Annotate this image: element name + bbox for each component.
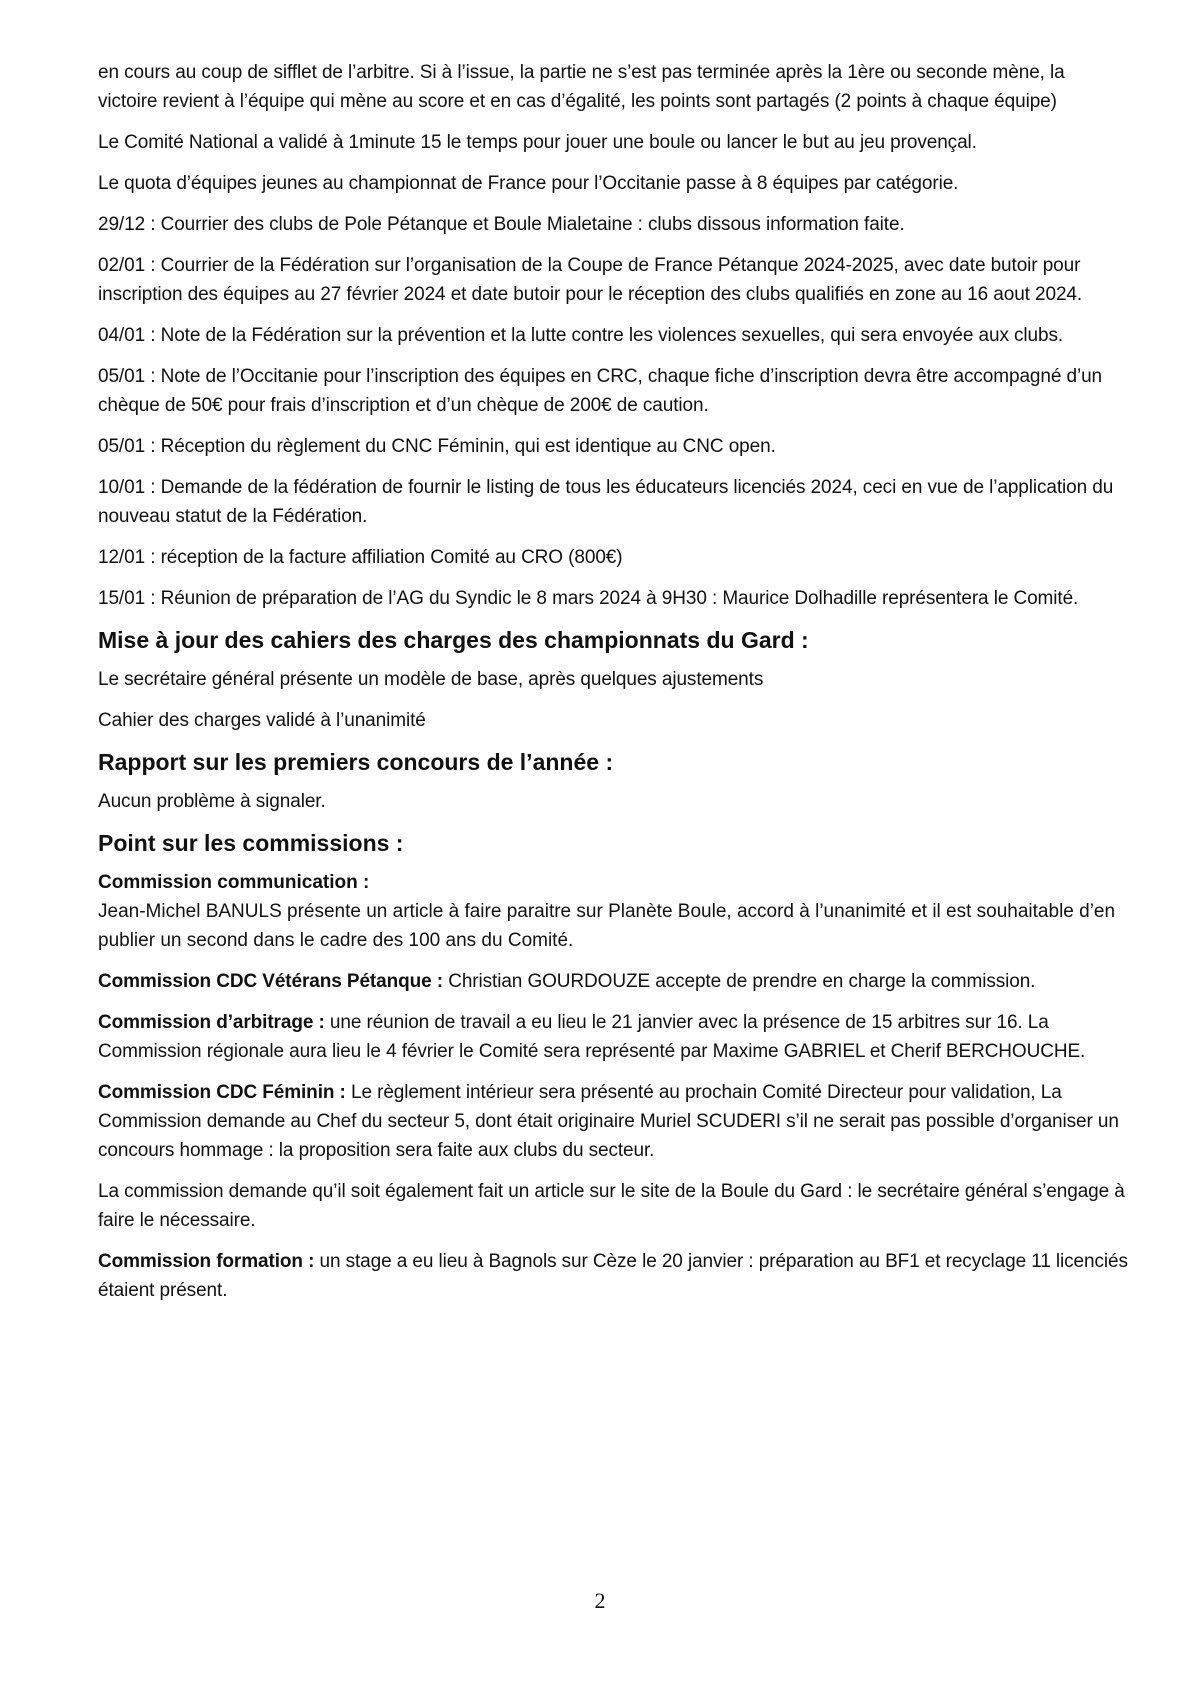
paragraph-cahiers-validated: Cahier des charges validé à l’unanimité xyxy=(98,710,426,731)
paragraph-concours-report: Aucun problème à signaler. xyxy=(98,791,326,812)
heading-premiers-concours: Rapport sur les premiers concours de l’année : xyxy=(98,749,614,775)
paragraph-youth-quota: Le quota d’équipes jeunes au championnat de France pour l’Occitanie passe à 8 équipes par catégorie. xyxy=(98,173,959,194)
paragraph-invoice-1201: 12/01 : réception de la facture affiliation Comité au CRO (800€) xyxy=(98,547,623,568)
commission-feminin xyxy=(98,1078,1128,1165)
paragraph-cnc-feminin-0501: 05/01 : Réception du règlement du CNC Féminin, qui est identique au CNC open. xyxy=(98,436,776,457)
commission-feminin-text: Le règlement intérieur sera présenté au prochain Comité Directeur pour validation, La Commission demande au Chef du secteur 5, dont était originaire Muriel SCUDERI s’il ne serait pas possible d’organiser un concours hommage : la proposition sera faite aux clubs du secteur. xyxy=(98,1082,1119,1161)
commission-communication-text: Jean-Michel BANULS présente un article à faire paraitre sur Planète Boule, accord à l’unanimité et il est souhaitable d’en publier un second dans le cadre des 100 ans du Comité. xyxy=(98,901,1116,951)
paragraph-note-0501-crc: 05/01 : Note de l’Occitanie pour l’inscription des équipes en CRC, chaque fiche d’inscription devra être accompagné d’un chèque de 50€ pour frais d’inscription et d’un chèque de 200€ de caution. xyxy=(98,366,1103,416)
heading-commissions: Point sur les commissions : xyxy=(98,830,404,856)
commission-communication xyxy=(98,868,1128,955)
commission-veterans xyxy=(98,967,1128,996)
page-number: 2 xyxy=(594,1588,606,1613)
commission-arbitrage-text: une réunion de travail a eu lieu le 21 janvier avec la présence de 15 arbitres sur 16. La Commission régionale aura lieu le 4 février le Comité sera représenté par Maxime GABRIEL et Cherif BERCHOUCHE. xyxy=(98,1012,1086,1062)
heading-cahiers-des-charges: Mise à jour des cahiers des charges des championnats du Gard : xyxy=(98,627,809,653)
commission-arbitrage xyxy=(98,1008,1128,1066)
paragraph-match-rule: en cours au coup de sifflet de l’arbitre. Si à l’issue, la partie ne s’est pas terminée après la 1ère ou seconde mène, la victoire revient à l’équipe qui mène au score et en cas d’égalité, les points sont partagés (2 points à chaque équipe) xyxy=(98,62,1065,112)
paragraph-time-rule: Le Comité National a validé à 1minute 15 le temps pour jouer une boule ou lancer le but au jeu provençal. xyxy=(98,132,977,153)
paragraph-article-request: La commission demande qu’il soit également fait un article sur le site de la Boule du Gard : le secrétaire général s’engage à faire le nécessaire. xyxy=(98,1181,1125,1231)
document-page xyxy=(98,58,1128,1317)
commission-feminin-label: Commission CDC Féminin : xyxy=(98,1082,346,1103)
commission-veterans-label: Commission CDC Vétérans Pétanque : xyxy=(98,971,444,992)
commission-formation-label: Commission formation : xyxy=(98,1251,315,1272)
commission-communication-label: Commission communication : xyxy=(98,872,370,893)
commission-arbitrage-label: Commission d’arbitrage : xyxy=(98,1012,325,1033)
paragraph-mail-0201: 02/01 : Courrier de la Fédération sur l’organisation de la Coupe de France Pétanque 2024-2025, avec date butoir pour inscription des équipes au 27 février 2024 et date butoir pour le réception des clubs qualifiés en zone au 16 aout 2024. xyxy=(98,255,1083,305)
paragraph-mail-2912: 29/12 : Courrier des clubs de Pole Pétanque et Boule Mialetaine : clubs dissous information faite. xyxy=(98,214,905,235)
paragraph-request-1001: 10/01 : Demande de la fédération de fournir le listing de tous les éducateurs licenciés 2024, ceci en vue de l’application du nouveau statut de la Fédération. xyxy=(98,477,1114,527)
commission-formation xyxy=(98,1247,1128,1305)
commission-formation-text: un stage a eu lieu à Bagnols sur Cèze le 20 janvier : préparation au BF1 et recyclage 11 licenciés étaient présent. xyxy=(98,1251,1128,1301)
paragraph-meeting-1501: 15/01 : Réunion de préparation de l’AG du Syndic le 8 mars 2024 à 9H30 : Maurice Dolhadille représentera le Comité. xyxy=(98,588,1079,609)
commission-veterans-text: Christian GOURDOUZE accepte de prendre en charge la commission. xyxy=(443,971,1036,992)
paragraph-cahiers-model: Le secrétaire général présente un modèle de base, après quelques ajustements xyxy=(98,669,764,690)
paragraph-note-0401: 04/01 : Note de la Fédération sur la prévention et la lutte contre les violences sexuelles, qui sera envoyée aux clubs. xyxy=(98,325,1064,346)
